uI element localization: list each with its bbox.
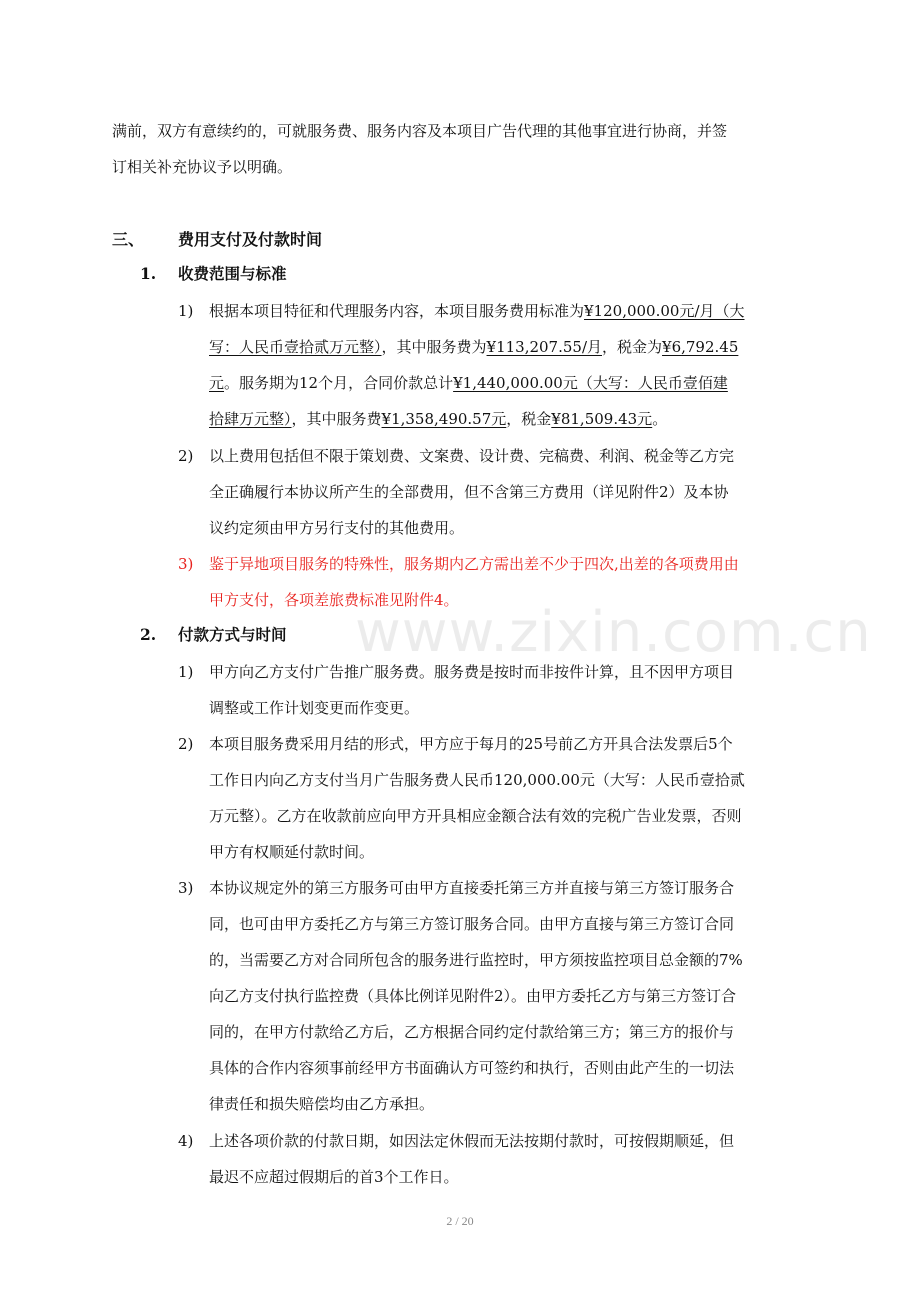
text-line: 以上费用包括但不限于策划费、文案费、设计费、完稿费、利润、税金等乙方完 [209,447,735,465]
text-line: 议约定须由甲方另行支付的其他费用。 [209,519,465,537]
section-title: 费用支付及付款时间 [178,230,323,249]
text-line: 上述各项价款的付款日期，如因法定休假而无法按期付款时，可按假期顺延，但 [209,1132,735,1150]
text-run: ，税金为 [602,338,663,356]
section-number: 三、 [112,230,145,249]
text-line: 同，也可由甲方委托乙方与第三方签订服务合同。由甲方直接与第三方签订合同 [209,915,735,933]
text-run: ，税金 [506,410,552,428]
intro-line: 订相关补充协议予以明确。 [112,158,293,176]
text-line: 本协议规定外的第三方服务可由甲方直接委托第三方并直接与第三方签订服务合 [209,879,735,897]
item-number: 2) [178,735,194,753]
underlined-amount: ¥120,000.00元/月（大 [584,302,745,320]
text-line: 鉴于异地项目服务的特殊性，服务期内乙方需出差不少于四次,出差的各项费用由 [209,555,739,573]
text-line: 的，当需要乙方对合同所包含的服务进行监控时，甲方须按监控项目总金额的7% [209,951,743,969]
underlined-amount: ¥1,440,000.00元（大写：人民币壹佰建 [453,374,728,392]
item-number: 1) [178,302,194,320]
subsection-heading [140,619,287,651]
item-text [209,438,811,546]
text-line: 向乙方支付执行监控费（具体比例详见附件2）。由甲方委托乙方与第三方签订合 [209,987,737,1005]
item-number: 2) [178,447,194,465]
item-number: 4) [178,1132,194,1150]
text-line: 甲方向乙方支付广告推广服务费。服务费是按时而非按件计算，且不因甲方项目 [209,663,735,681]
item-text [209,293,811,437]
underlined-amount: 元 [209,374,225,392]
subsection-number: 2. [140,625,157,644]
page-number: 2 / 20 [446,1214,474,1228]
underlined-amount: ¥6,792.45 [662,338,739,356]
text-run: 。服务期为12个月，合同价款总计 [224,374,454,392]
intro-paragraph [112,113,812,185]
underlined-amount: 拾肆万元整） [209,410,292,428]
text-run: 。 [652,410,668,428]
underlined-amount: ¥1,358,490.57元 [381,410,507,428]
text-line: 全正确履行本协议所产生的全部费用，但不含第三方费用（详见附件2）及本协 [209,483,729,501]
text-run: ，其中服务费为 [381,338,487,356]
text-line: 万元整）。乙方在收款前应向甲方开具相应金额合法有效的完税广告业发票，否则 [209,807,742,825]
underlined-amount: 写：人民币壹拾贰万元整） [209,338,382,356]
intro-line: 满前，双方有意续约的，可就服务费、服务内容及本项目广告代理的其他事宜进行协商，并签 [112,122,728,140]
text-line: 律责任和损失赔偿均由乙方承担。 [209,1095,435,1113]
subsection-title: 付款方式与时间 [178,625,287,644]
text-line: 甲方有权顺延付款时间。 [209,843,375,861]
subsection-heading [140,258,287,290]
text-run: 根据本项目特征和代理服务内容，本项目服务费用标准为 [209,302,585,320]
item-text [209,1123,811,1195]
underlined-amount: ¥113,207.55/月 [486,338,603,356]
underlined-amount: ¥81,509.43元 [551,410,653,428]
watermark: www.zixin.com.cn [355,600,872,665]
text-line: 工作日内向乙方支付当月广告服务费人民币120,000.00元（大写：人民币壹拾贰 [209,771,745,789]
text-line: 具体的合作内容须事前经甲方书面确认方可签约和执行，否则由此产生的一切法 [209,1059,735,1077]
item-text [209,870,811,1122]
text-line: 甲方支付，各项差旅费标准见附件4。 [209,591,459,609]
text-line: 本项目服务费采用月结的形式，甲方应于每月的25号前乙方开具合法发票后5个 [209,735,733,753]
subsection-title: 收费范围与标准 [178,264,287,283]
item-text [209,726,811,870]
text-line: 调整或工作计划变更而作变更。 [209,699,420,717]
item-number: 1) [178,663,194,681]
subsection-number: 1. [140,264,157,283]
text-line: 同的，在甲方付款给乙方后，乙方根据合同约定付款给第三方；第三方的报价与 [209,1023,735,1041]
item-text [209,654,811,726]
section-heading [112,224,322,256]
item-number: 3) [178,555,194,573]
text-line: 最迟不应超过假期后的首3个工作日。 [209,1168,459,1186]
item-number: 3) [178,879,194,897]
text-run: ，其中服务费 [291,410,382,428]
